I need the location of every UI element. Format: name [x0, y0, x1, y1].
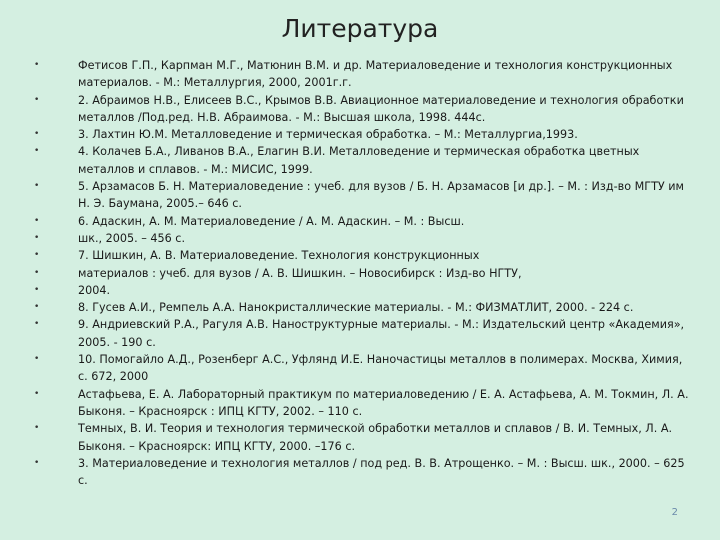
list-item: [34, 143, 694, 178]
list-item: [34, 213, 694, 230]
bullet-icon: •: [34, 250, 40, 261]
list-item: [34, 351, 694, 386]
slide-title: Литература: [281, 14, 439, 43]
reference-text: Фетисов Г.П., Карпман М.Г., Матюнин В.М. и др. Материаловедение и технология конструкционных материалов. - М.: Металлургия, 2000, 2001г.г.: [78, 59, 673, 90]
reference-text: 2004.: [78, 283, 111, 297]
bullet-icon: •: [34, 354, 40, 365]
reference-text: материалов : учеб. для вузов / А. В. Шишкин. – Новосибирск : Изд-во НГТУ,: [78, 266, 522, 280]
bullet-icon: •: [34, 215, 40, 226]
list-item: [34, 247, 694, 264]
list-item: [34, 92, 694, 127]
reference-text: 10. Помогайло А.Д., Розенберг А.С., Уфлянд И.Е. Наночастицы металлов в полимерах. Москва, Химия, с. 672, 2000: [78, 353, 683, 384]
list-item: [34, 386, 694, 421]
bullet-icon: •: [34, 423, 40, 434]
list-item: [34, 178, 694, 213]
bullet-icon: •: [34, 302, 40, 313]
list-item: [34, 420, 694, 455]
list-item: [34, 316, 694, 351]
bullet-icon: •: [34, 181, 40, 192]
bullet-icon: •: [34, 60, 40, 70]
bullet-icon: •: [34, 388, 40, 399]
reference-text: Темных, В. И. Теория и технология термической обработки металлов и сплавов / В. И. Темных, Л. А. Быконя. – Красноярск: ИПЦ КГТУ, 2000. –176 с.: [78, 422, 673, 453]
reference-text: 3. Материаловедение и технология металлов / под ред. В. В. Атрощенко. – М. : Высш. шк., 2000. – 625 с.: [78, 456, 685, 488]
list-item: [34, 455, 694, 490]
reference-text: 4. Колачев Б.А., Ливанов В.А., Елагин В.И. Металловедение и термическая обработка цветных металлов и сплавов. - М.: МИСИС, 1999.: [78, 145, 640, 176]
list-item: [34, 57, 694, 92]
bullet-icon: •: [34, 232, 40, 243]
reference-text: 7. Шишкин, А. В. Материаловедение. Технология конструкционных: [78, 249, 480, 263]
page-number: 2: [671, 507, 678, 518]
reference-text: 8. Гусев А.И., Ремпель А.А. Нанокристаллические материалы. - М.: ФИЗМАТЛИТ, 2000. - 224 с.: [78, 301, 634, 315]
reference-text: Астафьева, Е. А. Лабораторный практикум по материаловедению / Е. А. Астафьева, А. М. Токмин, Л. А. Быконя. – Красноярск : ИПЦ КГТУ, 2002. – 110 с.: [78, 387, 689, 418]
list-item: [34, 230, 694, 247]
list-item: [34, 282, 694, 299]
bullet-icon: •: [34, 457, 40, 468]
bullet-icon: •: [34, 146, 40, 157]
reference-text: 6. Адаскин, А. М. Материаловедение / А. М. Адаскин. – М. : Высш.: [78, 214, 465, 228]
bullet-icon: •: [34, 94, 40, 105]
reference-text: 5. Арзамасов Б. Н. Материаловедение : учеб. для вузов / Б. Н. Арзамасов [и др.]. – М. : Изд-во МГТУ им Н. Э. Баумана, 2005.– 646 с.: [78, 180, 684, 211]
list-item: [34, 126, 694, 143]
reference-text: шк., 2005. – 456 с.: [78, 231, 186, 245]
bullet-icon: •: [34, 284, 40, 295]
bullet-icon: •: [34, 129, 40, 140]
reference-text: 3. Лахтин Ю.М. Металловедение и термическая обработка. – М.: Металлургиа,1993.: [78, 128, 578, 142]
list-item: [34, 299, 694, 316]
bibliography-list: [34, 57, 694, 489]
reference-text: 2. Абраимов Н.В., Елисеев В.С., Крымов В.В. Авиационное материаловедение и технология обработки металлов /Под.ред. Н.В. Абраимова. - М.: Высшая школа, 1998. 444с.: [78, 93, 684, 124]
bullet-icon: •: [34, 267, 40, 278]
reference-text: 9. Андриевский Р.А., Рагуля А.В. Наноструктурные материалы. - М.: Издательский центр «Академия», 2005. - 190 с.: [78, 318, 685, 349]
list-item: [34, 265, 694, 282]
bullet-icon: •: [34, 319, 40, 330]
